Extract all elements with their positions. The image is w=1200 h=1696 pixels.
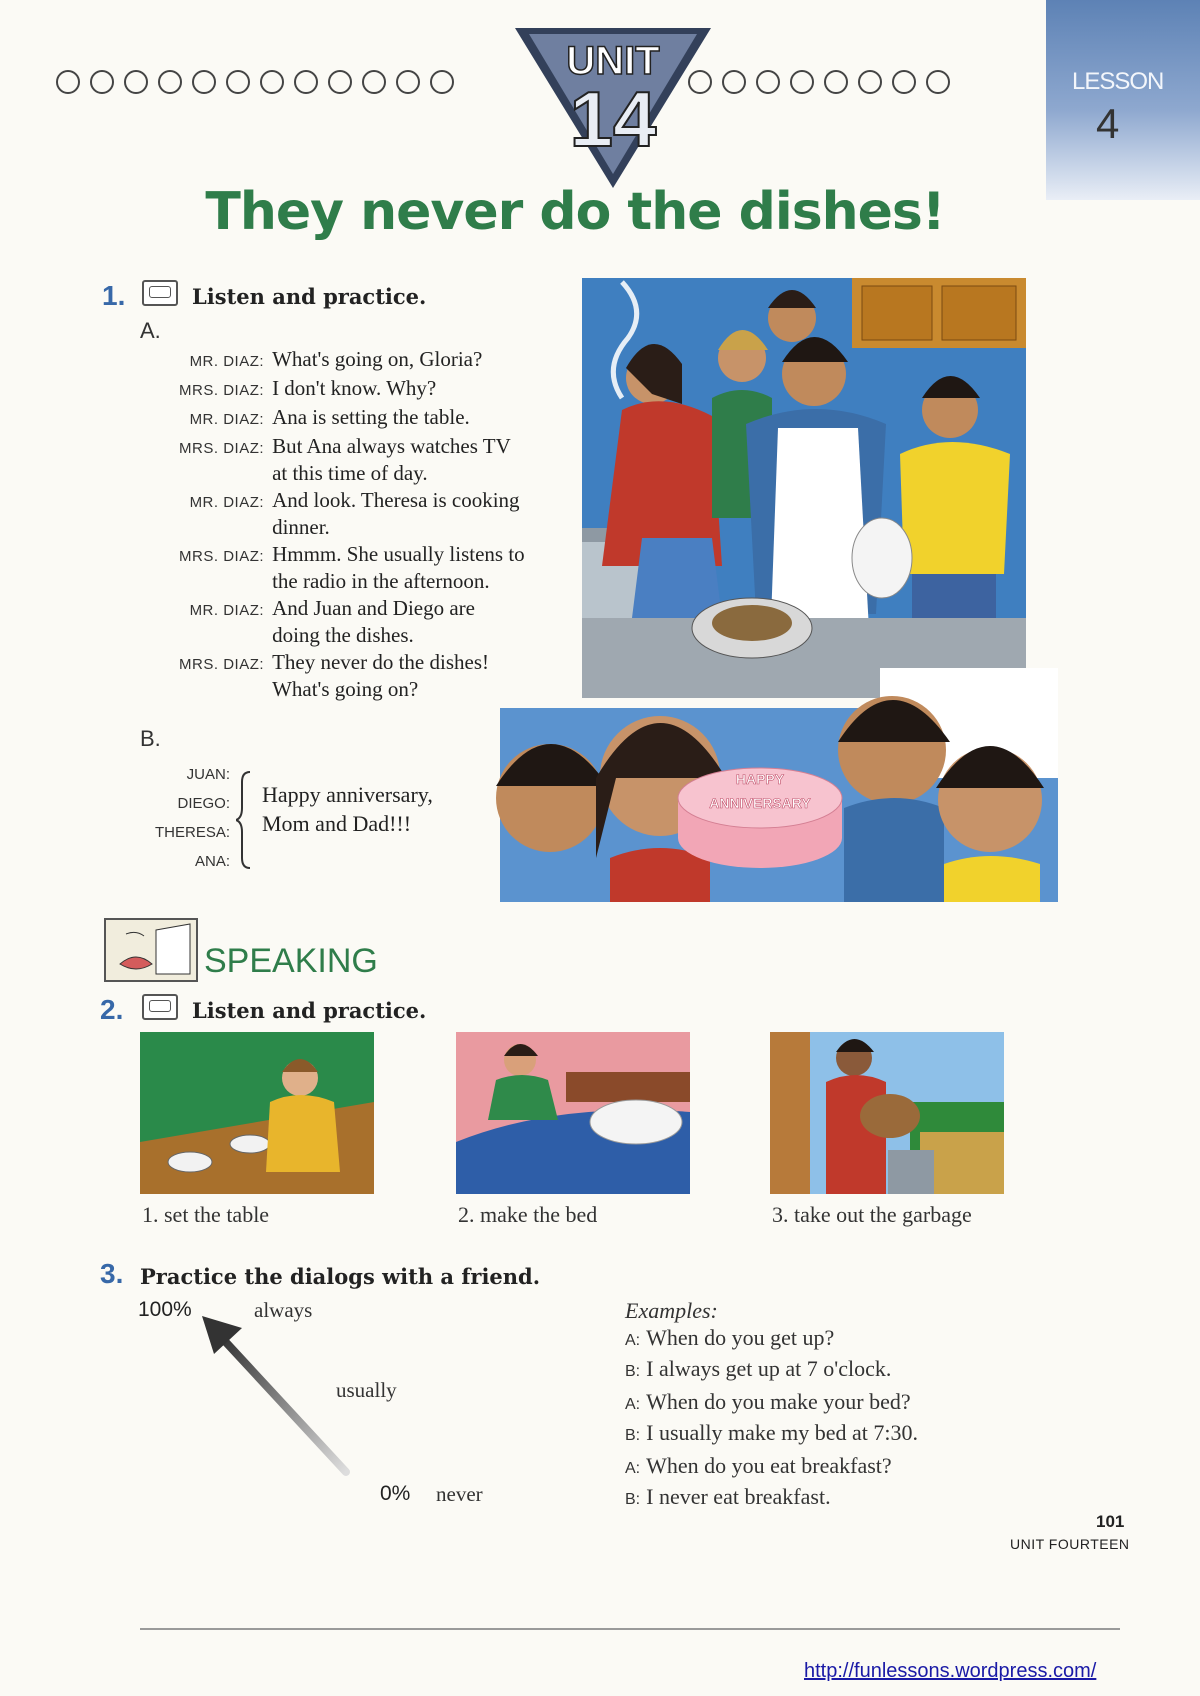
dialog-row [130, 346, 570, 375]
unit-number: 14 [569, 75, 657, 163]
example-answer: I always get up at 7 o'clock. [646, 1356, 892, 1381]
page-number: 101 [1096, 1512, 1125, 1531]
dialog-line: I don't know. Why? [272, 376, 437, 400]
unit-badge [515, 24, 711, 190]
example-question: When do you get up? [646, 1325, 835, 1350]
dialog-line: What's going on, Gloria? [272, 347, 483, 371]
decorative-dots-left [56, 70, 454, 94]
frequency-arrow-icon [196, 1312, 356, 1482]
dialog-row [130, 487, 570, 541]
example-answer: I usually make my bed at 7:30. [646, 1420, 919, 1445]
page-title: They never do the dishes! [205, 182, 945, 242]
take-out-the-garbage-image [770, 1032, 1004, 1194]
speaker: ANA: [194, 853, 230, 870]
set-the-table-image [140, 1032, 374, 1194]
speaker: MR. DIAZ: [189, 353, 265, 370]
speaker: DIEGO: [177, 795, 230, 812]
speaking-label: SPEAKING [204, 942, 378, 980]
unit-name: UNIT FOURTEEN [1010, 1536, 1130, 1552]
speaker: THERESA: [154, 824, 230, 841]
dialog-row [130, 541, 570, 595]
dialog-line: the radio in the afternoon. [272, 569, 490, 593]
cassette-icon [142, 994, 178, 1020]
brace [236, 770, 256, 870]
dialog-line: And look. Theresa is cooking [272, 488, 520, 512]
wish-line: Happy anniversary, [262, 782, 433, 807]
dialog-row [130, 433, 570, 487]
example-answer: I never eat breakfast. [646, 1484, 831, 1509]
scale-usually: usually [336, 1378, 397, 1402]
section-1-heading: Listen and practice. [192, 284, 427, 309]
dialog-line: Hmmm. She usually listens to [272, 542, 525, 566]
dialog-row [130, 404, 570, 433]
dialog-line: What's going on? [272, 677, 419, 701]
speaker: MR. DIAZ: [189, 411, 265, 428]
scale-never: never [436, 1482, 483, 1506]
part-b-label: B. [140, 726, 161, 751]
example-question: When do you make your bed? [646, 1389, 911, 1414]
examples-title: Examples: [625, 1298, 718, 1323]
lesson-tab [1046, 0, 1200, 200]
speaker-b-label: B: [625, 1363, 641, 1380]
example-3 [625, 1452, 892, 1514]
part-a-label: A. [140, 318, 161, 343]
speaker-a-label: A: [625, 1332, 641, 1349]
dialog-line: And Juan and Diego are [272, 596, 475, 620]
section-3-number: 3. [100, 1258, 124, 1289]
decorative-dots-right [688, 70, 950, 94]
section-3-heading: Practice the dialogs with a friend. [140, 1264, 541, 1289]
scale-100-percent: 100% [138, 1298, 192, 1321]
example-question: When do you eat breakfast? [646, 1453, 892, 1478]
speaker-b-label: B: [625, 1427, 641, 1444]
speaker-a-label: A: [625, 1460, 641, 1477]
speaker: MRS. DIAZ: [179, 656, 265, 673]
section-2-heading: Listen and practice. [192, 998, 427, 1023]
dialog-row [130, 375, 570, 404]
part-b-speakers [120, 760, 230, 876]
section-2-number: 2. [100, 994, 124, 1025]
speaker: MR. DIAZ: [189, 602, 265, 619]
lesson-label: LESSON [1072, 68, 1164, 95]
dialog-row [130, 595, 570, 649]
scale-0-percent: 0% [380, 1482, 411, 1505]
lesson-number: 4 [1096, 100, 1120, 147]
speaker: MRS. DIAZ: [179, 440, 265, 457]
example-1 [625, 1324, 891, 1386]
section-1-number: 1. [102, 280, 126, 311]
speaker: MRS. DIAZ: [179, 382, 265, 399]
dialog-line: But Ana always watches TV [272, 434, 511, 458]
divider [140, 1628, 1120, 1630]
unit-label: UNIT [566, 39, 660, 83]
speaker-a-label: A: [625, 1396, 641, 1413]
cake-text-anniversary: ANNIVERSARY [709, 795, 811, 811]
speaking-mouth-icon [104, 918, 198, 982]
kitchen-illustration [582, 278, 1026, 698]
cassette-icon [142, 280, 178, 306]
example-2 [625, 1388, 918, 1450]
dialog-line: doing the dishes. [272, 623, 414, 647]
dialog-line: They never do the dishes! [272, 650, 489, 674]
wish-line: Mom and Dad!!! [262, 811, 412, 836]
anniversary-illustration [460, 668, 1058, 902]
make-the-bed-image [456, 1032, 690, 1194]
dialog-line: at this time of day. [272, 461, 428, 485]
caption-take-out-the-garbage: 3. take out the garbage [772, 1202, 972, 1227]
dialog-line: Ana is setting the table. [272, 405, 470, 429]
speaker: JUAN: [186, 766, 230, 783]
cake-text-happy: HAPPY [735, 771, 785, 787]
caption-make-the-bed: 2. make the bed [458, 1202, 598, 1227]
speaker: MRS. DIAZ: [179, 548, 265, 565]
speaker: MR. DIAZ: [189, 494, 265, 511]
scale-always: always [254, 1298, 313, 1322]
part-b-wish [262, 780, 433, 838]
dialog-a [130, 346, 570, 703]
dialog-line: dinner. [272, 515, 330, 539]
source-link[interactable]: http://funlessons.wordpress.com/ [804, 1660, 1097, 1682]
speaker-b-label: B: [625, 1491, 641, 1508]
caption-set-the-table: 1. set the table [142, 1202, 270, 1227]
